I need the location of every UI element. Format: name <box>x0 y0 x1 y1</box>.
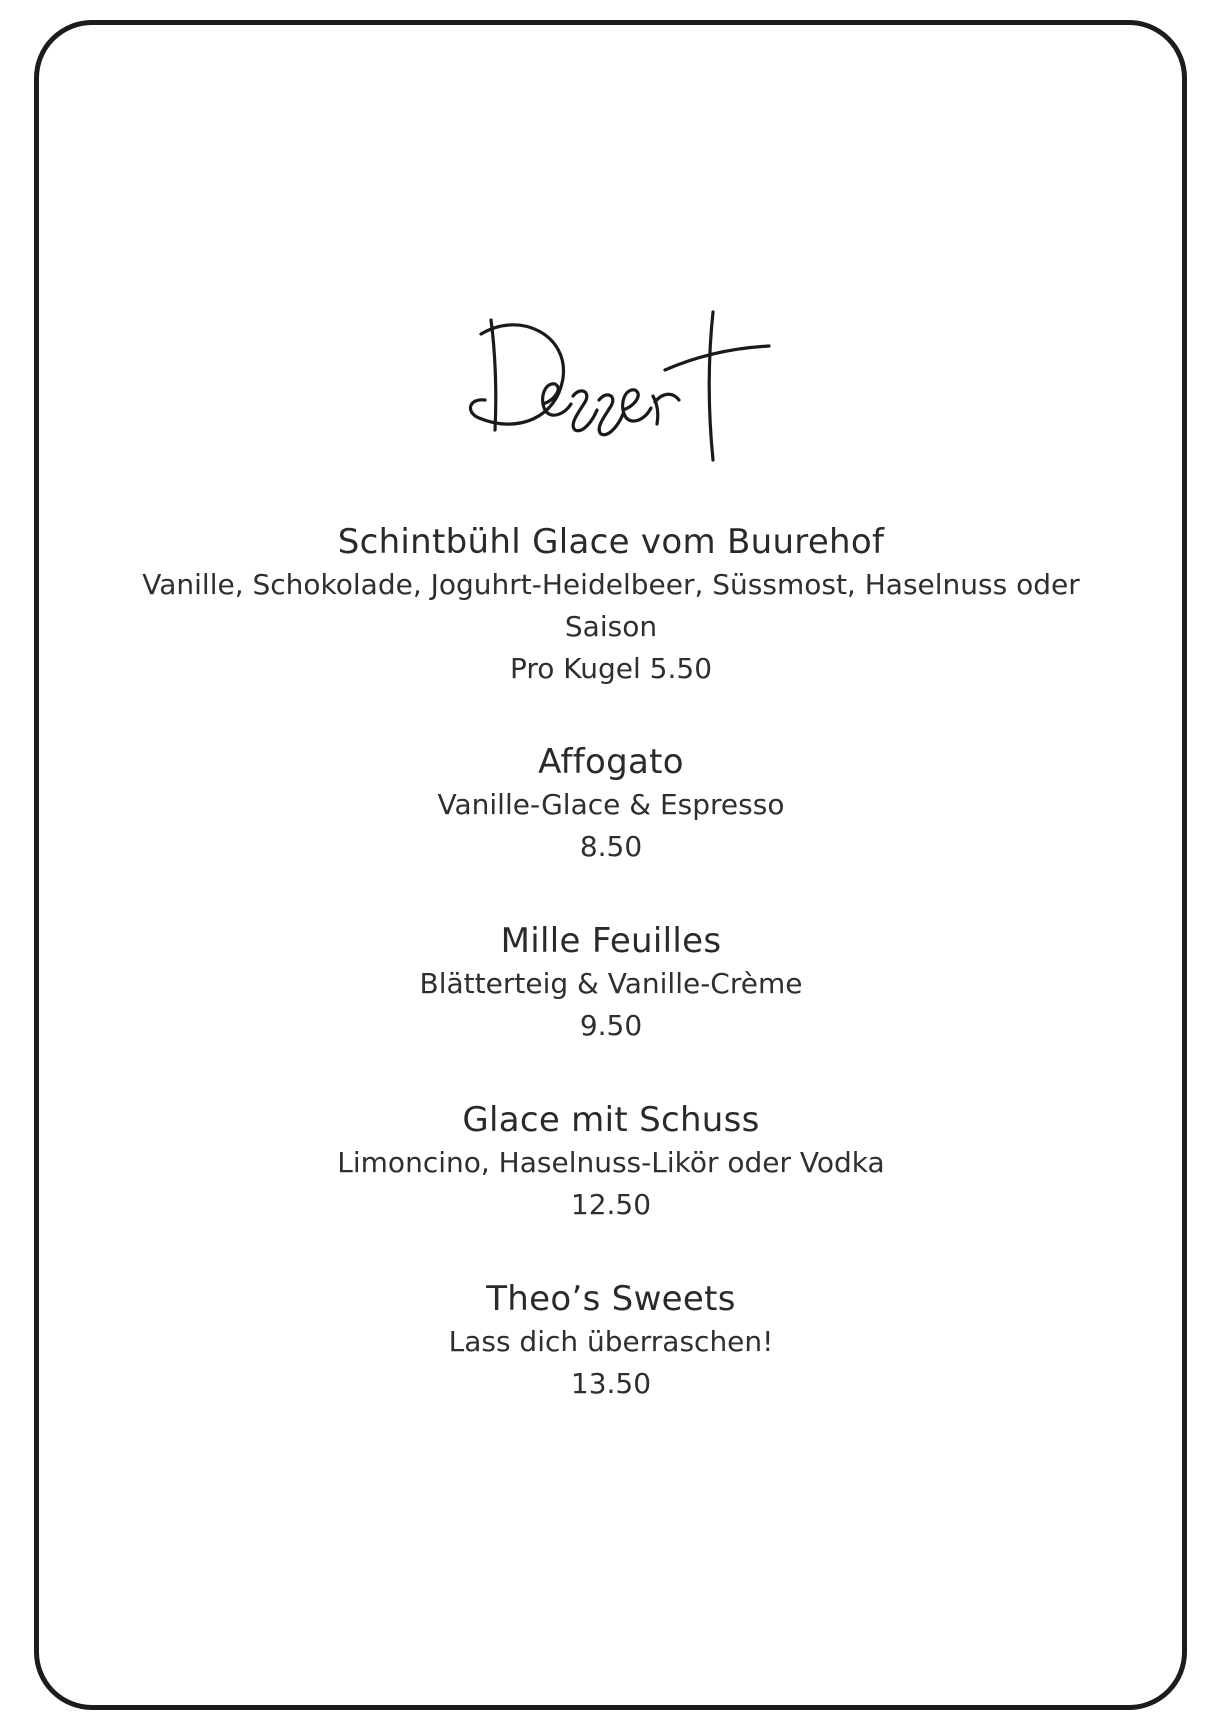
menu-item <box>0 1277 1222 1405</box>
item-description: Vanille-Glace & Espresso <box>437 788 785 821</box>
menu-item <box>0 740 1222 868</box>
menu-title-lettering <box>451 300 771 470</box>
item-price: 9.50 <box>579 1009 643 1042</box>
menu-title <box>0 300 1222 470</box>
item-price: 13.50 <box>570 1367 652 1400</box>
item-name: Glace mit Schuss <box>462 1100 760 1140</box>
item-name: Mille Feuilles <box>500 921 722 961</box>
menu-item <box>0 520 1222 690</box>
item-name: Theo’s Sweets <box>486 1279 736 1319</box>
item-description: Lass dich überraschen! <box>448 1325 774 1358</box>
item-name: Affogato <box>538 742 684 782</box>
item-price: 8.50 <box>579 830 643 863</box>
item-description: Limoncino, Haselnuss-Likör oder Vodka <box>337 1146 885 1179</box>
item-description: Vanille, Schokolade, Joguhrt-Heidelbeer, Süssmost, Haselnuss oder Saison <box>142 568 1080 643</box>
item-price: Pro Kugel 5.50 <box>509 652 713 685</box>
item-name: Schintbühl Glace vom Buurehof <box>337 522 885 562</box>
item-price: 12.50 <box>570 1188 652 1221</box>
item-description: Blätterteig & Vanille-Crème <box>419 967 803 1000</box>
menu-item <box>0 1098 1222 1226</box>
menu-item <box>0 919 1222 1047</box>
